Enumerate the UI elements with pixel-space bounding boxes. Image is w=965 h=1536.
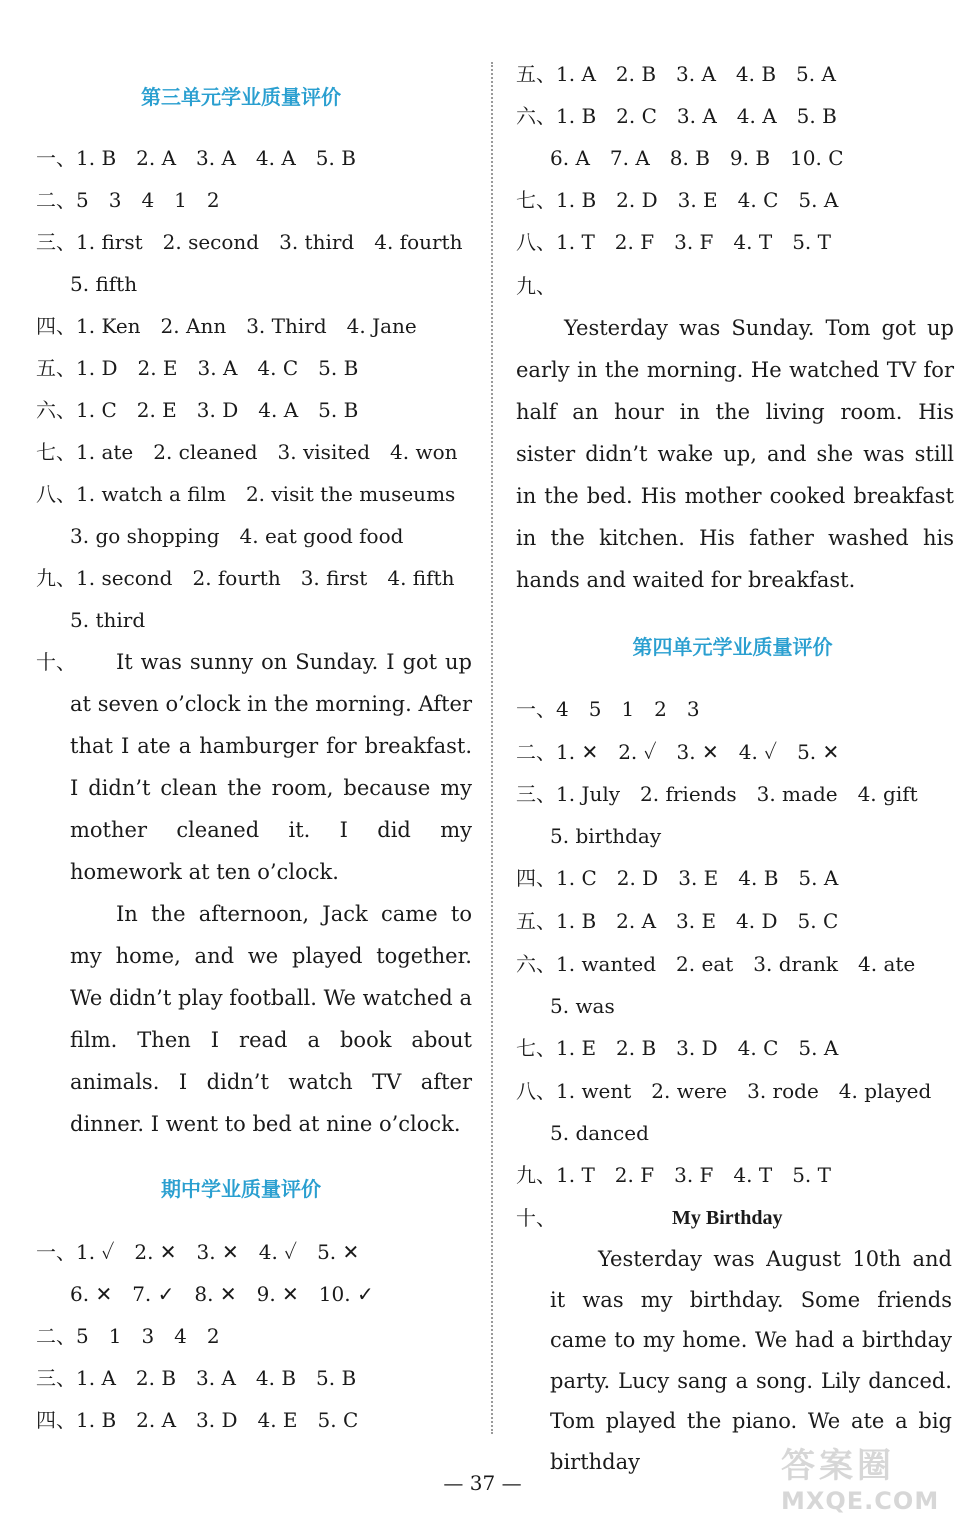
- answer-line: 二、5 1 3 4 2: [36, 1324, 220, 1348]
- essay-label: 十、: [36, 650, 76, 674]
- answer-line: 六、1. wanted 2. eat 3. drank 4. ate: [516, 952, 916, 976]
- answer-line: 6. A 7. A 8. B 9. B 10. C: [550, 146, 844, 170]
- answer-line: 六、1. C 2. E 3. D 4. A 5. B: [36, 398, 359, 422]
- answer-line: 六、1. B 2. C 3. A 4. A 5. B: [516, 104, 837, 128]
- answer-line: 5. was: [550, 994, 615, 1018]
- answer-line: 九、1. second 2. fourth 3. first 4. fifth: [36, 566, 455, 590]
- page-number: — 37 —: [443, 1471, 522, 1495]
- essay-title: My Birthday: [672, 1207, 783, 1229]
- answer-line: 五、1. D 2. E 3. A 4. C 5. B: [36, 356, 359, 380]
- answer-line: 四、1. B 2. A 3. D 4. E 5. C: [36, 1408, 359, 1432]
- unit4-heading: 第四单元学业质量评价: [632, 635, 833, 659]
- answer-line: 八、1. went 2. were 3. rode 4. played: [516, 1079, 932, 1103]
- essay-paragraph: It was sunny on Sunday. I got up at seven o’clock in the morning. After that I ate a hamburger for breakfast. I didn’t clean the room, because my mother cleaned it. I did my homework at ten o’clock.: [70, 650, 472, 884]
- answer-line: 5. fifth: [70, 272, 138, 296]
- answer-line: 二、5 3 4 1 2: [36, 188, 220, 212]
- answer-line: 五、1. A 2. B 3. A 4. B 5. A: [516, 62, 836, 86]
- answer-line: 3. go shopping 4. eat good food: [70, 524, 404, 548]
- answer-line: 5. third: [70, 608, 146, 632]
- watermark-url: MXQE.COM: [781, 1487, 940, 1515]
- unit3-heading: 第三单元学业质量评价: [141, 85, 341, 109]
- answer-line: 三、1. first 2. second 3. third 4. fourth: [36, 230, 463, 254]
- answer-line: 七、1. E 2. B 3. D 4. C 5. A: [516, 1036, 839, 1060]
- answer-line: 6. ✕ 7. ✓ 8. ✕ 9. ✕ 10. ✓: [70, 1282, 374, 1306]
- answer-line: 八、1. watch a film 2. visit the museums: [36, 482, 456, 506]
- watermark-logo-text: 答案圈: [781, 1446, 895, 1486]
- answer-line: 一、1. B 2. A 3. A 4. A 5. B: [36, 146, 356, 170]
- answer-line: 八、1. T 2. F 3. F 4. T 5. T: [516, 230, 831, 254]
- answer-line: 三、1. July 2. friends 3. made 4. gift: [516, 782, 918, 806]
- answer-line: 九、1. T 2. F 3. F 4. T 5. T: [516, 1163, 831, 1187]
- answer-line: 四、1. C 2. D 3. E 4. B 5. A: [516, 866, 839, 890]
- essay-paragraph: Yesterday was August 10th and it was my birthday. Some friends came to my home. We had a birthday party. Lucy sang a song. Lily danced. Tom played the piano. We ate a big birthday: [550, 1247, 952, 1474]
- column-divider: [491, 62, 493, 1434]
- answer-line: 一、1. ✓ 2. ✕ 3. ✕ 4. ✓ 5. ✕: [36, 1240, 360, 1264]
- answer-line: 二、1. ✕ 2. ✓ 3. ✕ 4. ✓ 5. ✕: [516, 740, 840, 764]
- watermark: [781, 1438, 951, 1528]
- answer-line: 七、1. B 2. D 3. E 4. C 5. A: [516, 188, 839, 212]
- story-paragraph: Yesterday was Sunday. Tom got up early in the morning. He watched TV for half an hour in the living room. His sister didn’t wake up, and she was still in the bed. His mother cooked breakfast in the kitchen. His father washed his hands and waited for breakfast.: [516, 316, 954, 592]
- essay-paragraph: In the afternoon, Jack came to my home, and we played together. We didn’t play football. We watched a film. Then I read a book about animals. I didn’t watch TV after dinner. I went to bed at nine o’clock.: [70, 902, 472, 1136]
- answer-line: 5. birthday: [550, 824, 662, 848]
- answer-line: 三、1. A 2. B 3. A 4. B 5. B: [36, 1366, 357, 1390]
- answer-line: 5. danced: [550, 1121, 649, 1145]
- answer-line: 七、1. ate 2. cleaned 3. visited 4. won: [36, 440, 458, 464]
- answer-line: 一、4 5 1 2 3: [516, 697, 700, 721]
- midterm-heading: 期中学业质量评价: [161, 1177, 321, 1201]
- essay-label: 十、: [516, 1206, 556, 1230]
- answer-line: 五、1. B 2. A 3. E 4. D 5. C: [516, 909, 839, 933]
- answer-line: 九、: [516, 274, 556, 298]
- answer-line: 四、1. Ken 2. Ann 3. Third 4. Jane: [36, 314, 417, 338]
